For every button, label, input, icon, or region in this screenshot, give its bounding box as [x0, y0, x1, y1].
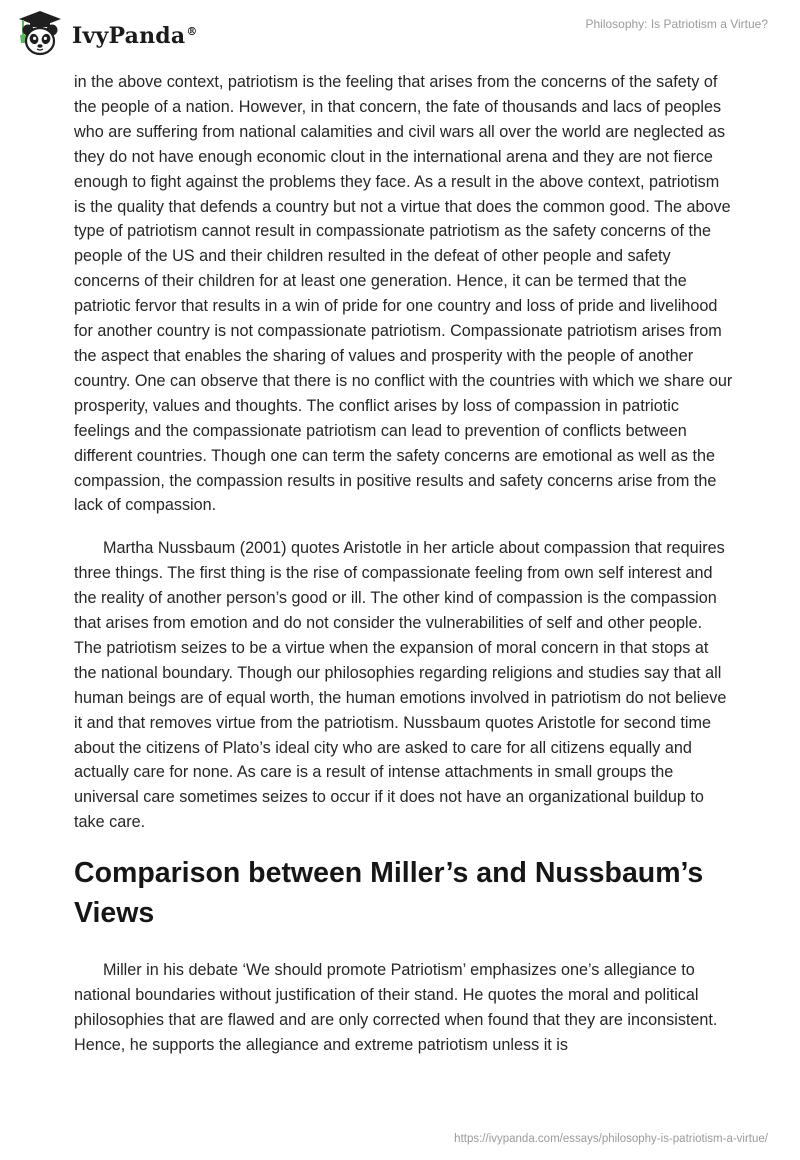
brand-registered-mark: ®: [186, 24, 198, 38]
brand-name: [72, 23, 198, 49]
essay-body: [74, 70, 734, 1076]
section-heading: Comparison between Miller’s and Nussbaum’s Views: [74, 857, 704, 930]
source-url[interactable]: https://ivypanda.com/essays/philosophy-is-patriotism-a-virtue/: [454, 1133, 768, 1145]
brand-name-text: IvyPanda: [72, 23, 186, 49]
essay-paragraph: Martha Nussbaum (2001) quotes Aristotle in her article about compassion that requires three things. The first thing is the rise of compassionate feeling from own self interest and the reality of another person’s good or ill. The other kind of compassion is the compassion that arises from emotion and do not consider the vulnerabilities of self and other people. The patriotism seizes to be a virtue when the expansion of moral concern in that stops at the national boundary. Though our philosophies regarding religions and studies say that all human beings are of equal worth, the human emotions involved in patriotism do not believe it and that removes virtue from the patriotism. Nussbaum quotes Aristotle for second time about the citizens of Plato’s ideal city who are asked to care for all citizens equally and actually care for none. As care is a result of intense attachments in small groups the universal care sometimes seizes to occur if it does not have an organizational buildup to take care.: [74, 539, 727, 832]
essay-paragraph: Miller in his debate ‘We should promote Patriotism’ emphasizes one’s allegiance to national boundaries without justification of their stand. He quotes the moral and political philosophies that are flawed and are only corrected when found that they are inconsistent. Hence, he supports the allegiance and extreme patriotism unless it is: [74, 961, 718, 1054]
page-header: [0, 0, 800, 70]
document-title: Philosophy: Is Patriotism a Virtue?: [585, 17, 768, 31]
panda-graduation-icon: [14, 8, 66, 60]
brand-logo[interactable]: [14, 8, 198, 60]
essay-paragraph: in the above context, patriotism is the feeling that arises from the concerns of the safety of the people of a nation. However, in that concern, the fate of thousands and lacs of peoples who are suffering from national calamities and civil wars all over the world are neglected as they do not have enough economic clout in the international arena and they are not fierce enough to fight against the problems they face. As a result in the above context, patriotism is the quality that defends a country but not a virtue that does the common good. The above type of patriotism cannot result in compassionate patriotism as the safety concerns of the people of the US and their children resulted in the defeat of other people and safety concerns of their children for at least one generation. Hence, it can be termed that the patriotic fervor that results in a win of pride for one country and loss of pride and livelihood for another country is not compassionate patriotism. Compassionate patriotism arises from the aspect that enables the sharing of values and prosperity with the people of another country. One can observe that there is no conflict with the countries with which we share our prosperity, values and thoughts. The conflict arises by loss of compassion in patriotic feelings and the compassionate patriotism can lead to prevention of conflicts between different countries. Though one can term the safety concerns are emotional as well as the compassion, the compassion results in positive results and safety concerns arise from the lack of compassion.: [74, 73, 733, 515]
